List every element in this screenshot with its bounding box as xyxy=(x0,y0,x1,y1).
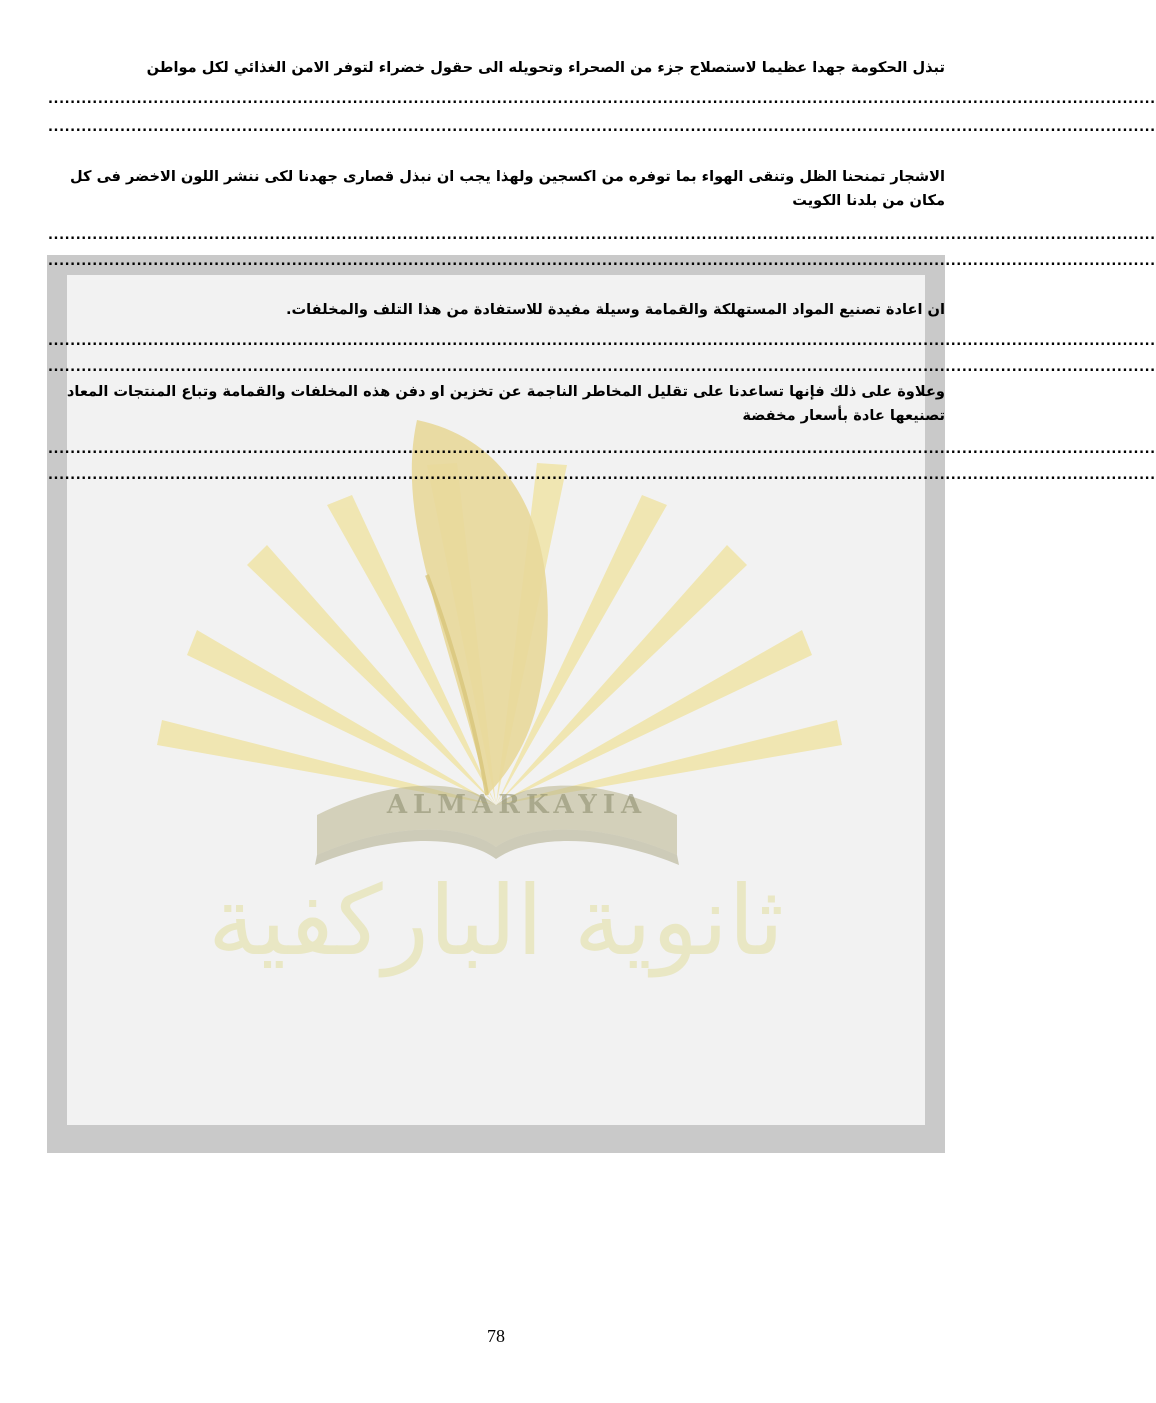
paragraph-trees: الاشجار تمنحنا الظل وتنقى الهواء بما توفره من اكسجين ولهذا يجب ان نبذل قصارى جهدنا لكى ننشر اللون الاخضر فى كل مكان من بلدنا الكويت xyxy=(70,168,945,209)
watermark-ribbon-text: ALMARKAYIA xyxy=(386,790,648,820)
watermark-school-name: ثانوية الباركفية xyxy=(207,865,785,977)
paragraph-recycling-benefits: وعلاوة على ذلك فإنها تساعدنا على تقليل المخاطر الناجمة عن تخزين او دفن هذه المخلفات والقمامة وتباع المنتجات المعاد تصنيعها عادة بأسعار مخفضة xyxy=(66,383,945,424)
answer-line: ........................................................................................................................................................................................................ xyxy=(48,228,1156,243)
answer-line: ........................................................................................................................................................................................................ xyxy=(48,254,1156,269)
paragraph-recycling: ان اعادة تصنيع المواد المستهلكة والقمامة وسيلة مفيدة للاستفادة من هذا التلف والمخلفات. xyxy=(285,301,945,318)
page-number: 78 xyxy=(487,1326,505,1346)
answer-line: ........................................................................................................................................................................................................ xyxy=(48,468,1156,483)
answer-line: ........................................................................................................................................................................................................ xyxy=(48,334,1156,349)
paragraph-land-reclamation: تبذل الحكومة جهدا عظيما لاستصلاح جزء من الصحراء وتحويله الى حقول خضراء لتوفر الامن الغذائي لكل مواطن xyxy=(146,59,945,76)
answer-line: ........................................................................................................................................................................................................ xyxy=(48,360,1156,375)
answer-line: ........................................................................................................................................................................................................ xyxy=(48,442,1156,457)
answer-line: ........................................................................................................................................................................................................ xyxy=(48,92,1156,107)
answer-line: ........................................................................................................................................................................................................ xyxy=(48,120,1156,135)
